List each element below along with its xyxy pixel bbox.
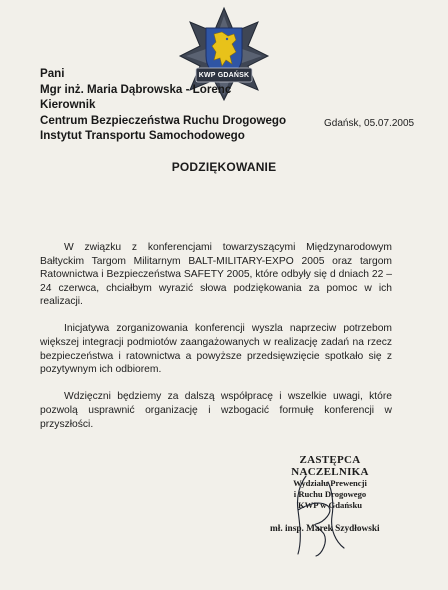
stamp-line-1: Wydziału Prewencji bbox=[293, 478, 367, 488]
letter-body bbox=[40, 241, 392, 445]
handwritten-signature-icon bbox=[262, 470, 382, 560]
body-paragraph-2: Inicjatywa zorganizowania konferencji wyszla naprzeciw potrzebom większej integracji podmiotów zaangażowanych w realizację zadań na rzecz bezpieczeństwa i ratownictwa a powyższe przedsięwzięcie spotkało się z pozytywnym ich odbiorem. bbox=[40, 323, 392, 376]
recipient-block bbox=[40, 66, 286, 144]
letter-title: PODZIĘKOWANIE bbox=[171, 160, 277, 174]
recipient-institution: Instytut Transportu Samochodowego bbox=[40, 129, 245, 142]
stamp-line-3: KWP w Gdańsku bbox=[298, 500, 362, 510]
emblem-label: KWP GDAŃSK bbox=[198, 72, 250, 79]
recipient-name: Mgr inż. Maria Dąbrowska - Lorenc bbox=[40, 82, 232, 96]
stamp-title: ZASTĘPCA NACZELNIKA bbox=[291, 454, 369, 478]
body-paragraph-3: Wdzięczni będziemy za dalszą współpracę i wszelkie uwagi, które pozwolą usprawnić organizację i wzbogacić formułę konferencji w przyszłości. bbox=[40, 391, 392, 430]
body-paragraph-1: W związku z konferencjami towarzyszącymi Międzynarodowym Bałtyckim Targom Militarnym BALT-MILITARY-EXPO 2005 oraz targom Ratownictwa i Bezpieczeństwa SAFETY 2005, które odbyły się d dniach 22 – 24 czerwca, chciałbym wyrazić słowa podziękowania za pomoc w ich realizacji. bbox=[40, 242, 392, 308]
letter-date: Gdańsk, 05.07.2005 bbox=[324, 118, 415, 129]
stamp-line-2: i Ruchu Drogowego bbox=[293, 489, 367, 499]
recipient-salutation: Pani bbox=[40, 67, 65, 80]
recipient-position: Kierownik bbox=[40, 98, 96, 111]
recipient-department: Centrum Bezpieczeństwa Ruchu Drogowego bbox=[40, 113, 287, 127]
signatory-name: mł. insp. Marek Szydłowski bbox=[270, 524, 380, 534]
